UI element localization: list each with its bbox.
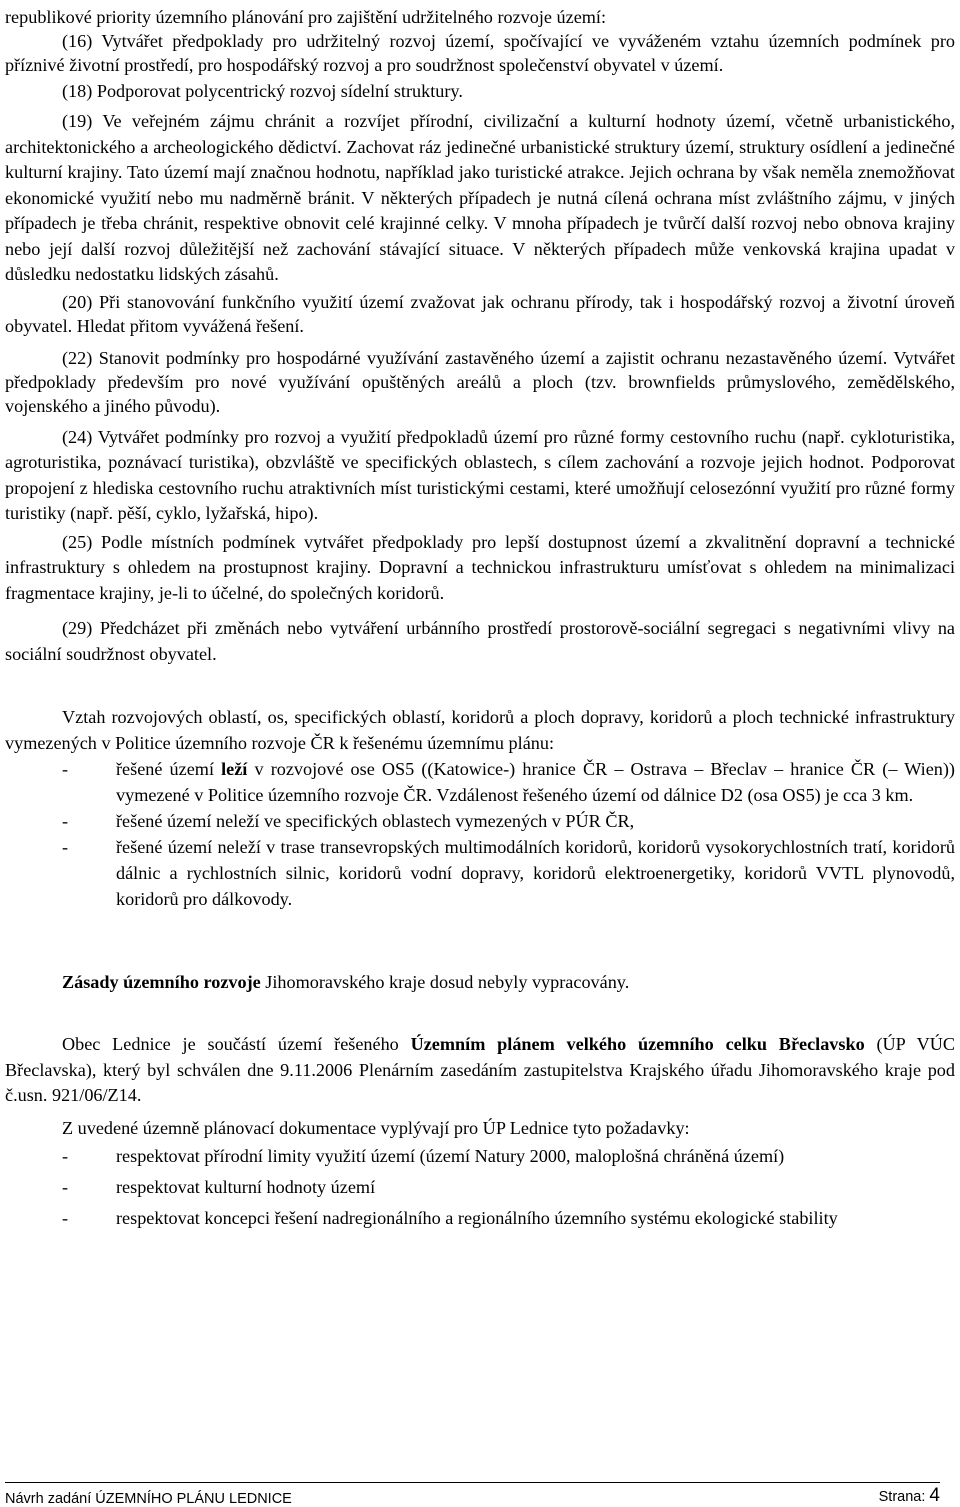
list-item — [5, 1175, 955, 1200]
paragraph-25: (25) Podle místních podmínek vytvářet předpoklady pro lepší dostupnost území a zkvalitnění dopravní a technické infrastruktury s ohledem na prostupnost krajiny. Dopravní a technickou infrastrukturu umísťovat s ohledem na minimalizaci fragmentace krajiny, je-li to účelné, do společných koridorů. — [5, 531, 955, 603]
list-item — [5, 756, 955, 808]
list-item-text: řešené území neleží ve specifických oblastech vymezených v PÚR ČR, — [116, 811, 635, 831]
list-item-text: řešené území neleží v trase transevropských multimodálních koridorů, koridorů vysokorychlostních tratí, koridorů dálnic a rychlostních silnic, koridorů vodní dopravy, koridorů elektroenergetiky, koridorů VVTL plynovodů, koridorů pro dálkovody. — [116, 837, 955, 909]
list-dash: - — [62, 1207, 69, 1228]
list-item-bold: leží — [221, 759, 248, 779]
list-item — [5, 834, 955, 912]
paragraph-24: (24) Vytvářet podmínky pro rozvoj a využití předpokladů území pro různé formy cestovního ruchu (např. cykloturistika, agroturistika, poznávací turistika), obzvláště ve specifických oblastech, s cílem zachování a rozvoje jejich hodnot. Podporovat propojení z hlediska cestovního ruchu atraktivních míst turistickými cestami, které umožňují celosezónní využití pro různé formy turistiky (např. pěší, cyklo, lyžařská, hipo). — [5, 426, 955, 523]
pozadavky-paragraph: Z uvedené územně plánovací dokumentace vyplývají pro ÚP Lednice tyto požadavky: — [62, 1117, 690, 1138]
obec-paragraph — [5, 1032, 955, 1109]
footer-page-label: Strana: — [878, 1489, 926, 1505]
list-dash: - — [62, 1176, 69, 1197]
paragraph-20: (20) Při stanovování funkčního využití území zvažovat jak ochranu přírody, tak i hospodářský rozvoj a životní úroveň obyvatel. Hledat přitom vyvážená řešení. — [5, 291, 955, 336]
list-item-text: respektovat přírodní limity využití území (území Natury 2000, maloplošná chráněná území) — [116, 1145, 785, 1166]
obec-bold: Územním plánem velkého územního celku Břeclavsko — [410, 1034, 865, 1054]
list-dash: - — [62, 837, 69, 857]
document-page — [5, 0, 955, 1231]
footer-title: Návrh zadání ÚZEMNÍHO PLÁNU LEDNICE — [5, 1491, 292, 1507]
zasady-text: Jihomoravského kraje dosud nebyly vypracovány. — [260, 972, 630, 992]
list-item — [5, 808, 955, 834]
list-dash: - — [62, 759, 69, 779]
list-dash: - — [62, 811, 69, 831]
footer-page-number: 4 — [929, 1485, 940, 1506]
paragraph-19: (19) Ve veřejném zájmu chránit a rozvíjet přírodní, civilizační a kulturní hodnoty území, včetně urbanistického, architektonického a archeologického dědictví. Zachovat ráz jedinečné urbanistické struktury území, struktury osídlení a jedinečné kulturní krajiny. Tato území mají značnou hodnotu, například jako turistické atrakce. Jejich ochrana by však neměla znemožňovat ekonomické využití nebo mu nadměrně bránit. V některých případech je nutná cílená ochrana míst zvláštního zájmu, v jiných případech je třeba chránit, respektive obnovit celé krajinné celky. V mnoha případech je tvůrčí další rozvoj nebo obnova krajiny nebo její další rozvoj důležitější než zachování stávající situace. V některých případech může venkovská krajina upadat v důsledku nedostatku lidských zásahů. — [5, 111, 955, 284]
obec-text-a: Obec Lednice je součástí území řešeného — [62, 1034, 411, 1054]
paragraph-18: (18) Podporovat polycentrický rozvoj sídelní struktury. — [62, 81, 463, 101]
paragraph-22: (22) Stanovit podmínky pro hospodárné využívání zastavěného území a zajistit ochranu nezastavěného území. Vytvářet předpoklady především pro nové využívání opuštěných areálů a ploch (tzv. brownfields průmyslového, zemědělského, vojenského a jiného původu). — [5, 347, 955, 416]
zasady-bold: Zásady územního rozvoje — [62, 972, 261, 992]
paragraph-16: (16) Vytvářet předpoklady pro udržitelný rozvoj území, spočívající ve vyváženém vztahu územních podmínek pro příznivé životní prostředí, pro hospodářský rozvoj a pro soudržnost společenství obyvatel v území. — [5, 31, 955, 75]
list-item-text-a: řešené území — [116, 759, 222, 779]
list-item-text: respektovat kulturní hodnoty území — [116, 1176, 376, 1197]
page-footer — [5, 1482, 940, 1507]
list-dash: - — [62, 1145, 69, 1166]
list-item — [5, 1144, 955, 1169]
list-item — [5, 1206, 955, 1231]
list-item-text-b: v rozvojové ose OS5 ((Katowice-) hranice ČR – Ostrava – Břeclav – hranice ČR (– Wien)) vymezené v Politice územního rozvoje ČR. Vzdálenost řešeného území od dálnice D2 (osa OS5) je cca 3 km. — [116, 759, 955, 805]
paragraph-29: (29) Předcházet při změnách nebo vytváření urbánního prostředí prostorově-sociální segregaci s negativními vlivy na sociální soudržnost obyvatel. — [5, 618, 955, 664]
obec-text-b: (ÚP VÚC Břeclavska), který byl schválen dne 9.11.2006 Plenárním zasedáním zastupitelstva Krajského úřadu Jihomoravského kraje pod č.usn. 921/06/Z14. — [5, 1034, 956, 1105]
list-item-text — [116, 756, 955, 808]
pur-relation-paragraph: Vztah rozvojových oblastí, os, specifických oblastí, koridorů a ploch dopravy, koridorů a ploch technické infrastruktury vymezených v Politice územního rozvoje ČR k řešenému územnímu plánu: — [5, 707, 955, 753]
zasady-paragraph — [5, 970, 955, 994]
intro-line: republikové priority územního plánování pro zajištění udržitelného rozvoje území: — [5, 7, 607, 27]
list-item-text: respektovat koncepci řešení nadregionálního a regionálního územního systému ekologické stability — [116, 1207, 838, 1228]
